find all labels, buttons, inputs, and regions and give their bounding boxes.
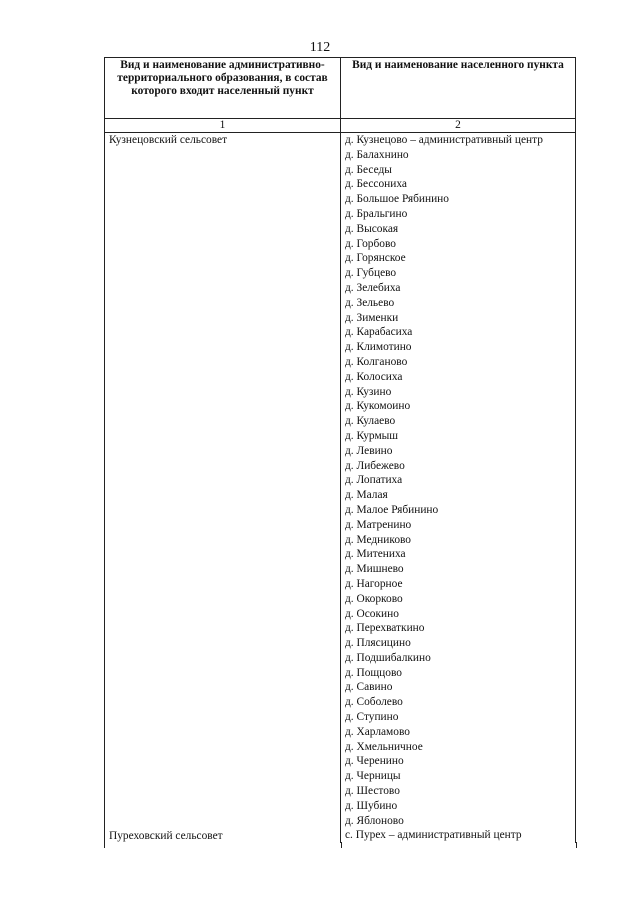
list-item: д. Харламово	[345, 725, 410, 738]
list-item: д. Лопатиха	[345, 474, 403, 487]
list-item: д. Колганово	[345, 355, 408, 368]
table-continuation-divider	[341, 842, 342, 848]
list-item: д. Перехваткино	[345, 622, 425, 635]
list-item: д. Бральгино	[345, 207, 408, 220]
column-number-1: 1	[105, 119, 341, 133]
list-item: д. Зименки	[345, 311, 399, 324]
list-item: д. Хмельничное	[345, 740, 423, 753]
list-item: д. Медниково	[345, 533, 412, 546]
list-item: д. Малая	[345, 489, 388, 502]
list-item: д. Савино	[345, 681, 393, 694]
list-item: д. Высокая	[345, 222, 399, 235]
list-item: д. Колосиха	[345, 370, 403, 383]
list-item: д. Яблоново	[345, 814, 404, 827]
table-continuation-edge	[104, 842, 577, 848]
list-item: д. Зельево	[345, 296, 395, 309]
list-item: д. Митениха	[345, 548, 406, 561]
list-item: д. Черенино	[345, 755, 404, 768]
settlements-cell	[341, 133, 576, 844]
list-item: д. Либежево	[345, 459, 405, 472]
list-item: д. Матренино	[345, 518, 412, 531]
list-item: д. Нагорное	[345, 577, 403, 590]
list-item: д. Бессониха	[345, 178, 407, 191]
list-item: д. Большое Рябинино	[345, 193, 449, 206]
list-item: с. Пурех – административный центр	[345, 829, 522, 842]
settlement-list	[345, 133, 571, 843]
list-item: д. Плясицино	[345, 637, 411, 650]
region-name-kuznetsovsky: Кузнецовский сельсовет	[109, 134, 228, 146]
list-item: д. Кулаево	[345, 415, 396, 428]
list-item: д. Кузино	[345, 385, 392, 398]
page-number: 112	[309, 40, 331, 55]
header-col-region: Вид и наименование административно-территориального образования, в состав которого входит населенный пункт	[105, 58, 341, 119]
list-item: д. Окорково	[345, 592, 403, 605]
list-item: д. Курмыш	[345, 429, 399, 442]
region-cell	[105, 133, 341, 844]
list-item: д. Горянское	[345, 252, 406, 265]
settlements-table	[104, 57, 576, 843]
list-item: д. Левино	[345, 444, 393, 457]
column-number-row	[105, 119, 576, 133]
list-item: д. Балахнино	[345, 148, 409, 161]
list-item: д. Карабасиха	[345, 326, 413, 339]
list-item: д. Беседы	[345, 163, 392, 176]
list-item: д. Кузнецово – административный центр	[345, 134, 543, 146]
list-item: д. Малое Рябинино	[345, 503, 439, 516]
list-item: д. Губцево	[345, 267, 397, 280]
list-item: д. Черницы	[345, 770, 401, 783]
list-item: д. Шестово	[345, 785, 400, 798]
list-item: д. Ступино	[345, 711, 399, 724]
list-item: д. Зелебиха	[345, 281, 401, 294]
list-item: д. Соболево	[345, 696, 403, 709]
list-item: д. Шубино	[345, 799, 398, 812]
table-body-row	[105, 133, 576, 844]
list-item: д. Кукомоино	[345, 400, 411, 413]
list-item: д. Горбово	[345, 237, 396, 250]
list-item: д. Климотино	[345, 341, 412, 354]
region-name-purekhovsky: Пуреховский сельсовет	[109, 829, 223, 842]
list-item: д. Пощцово	[345, 666, 402, 679]
table-header-row	[105, 58, 576, 119]
list-item: д. Осокино	[345, 607, 399, 620]
header-col-settlement: Вид и наименование населенного пункта	[341, 58, 576, 119]
column-number-2: 2	[341, 119, 576, 133]
list-item: д. Мишнево	[345, 563, 404, 576]
list-item: д. Подшибалкино	[345, 651, 431, 664]
